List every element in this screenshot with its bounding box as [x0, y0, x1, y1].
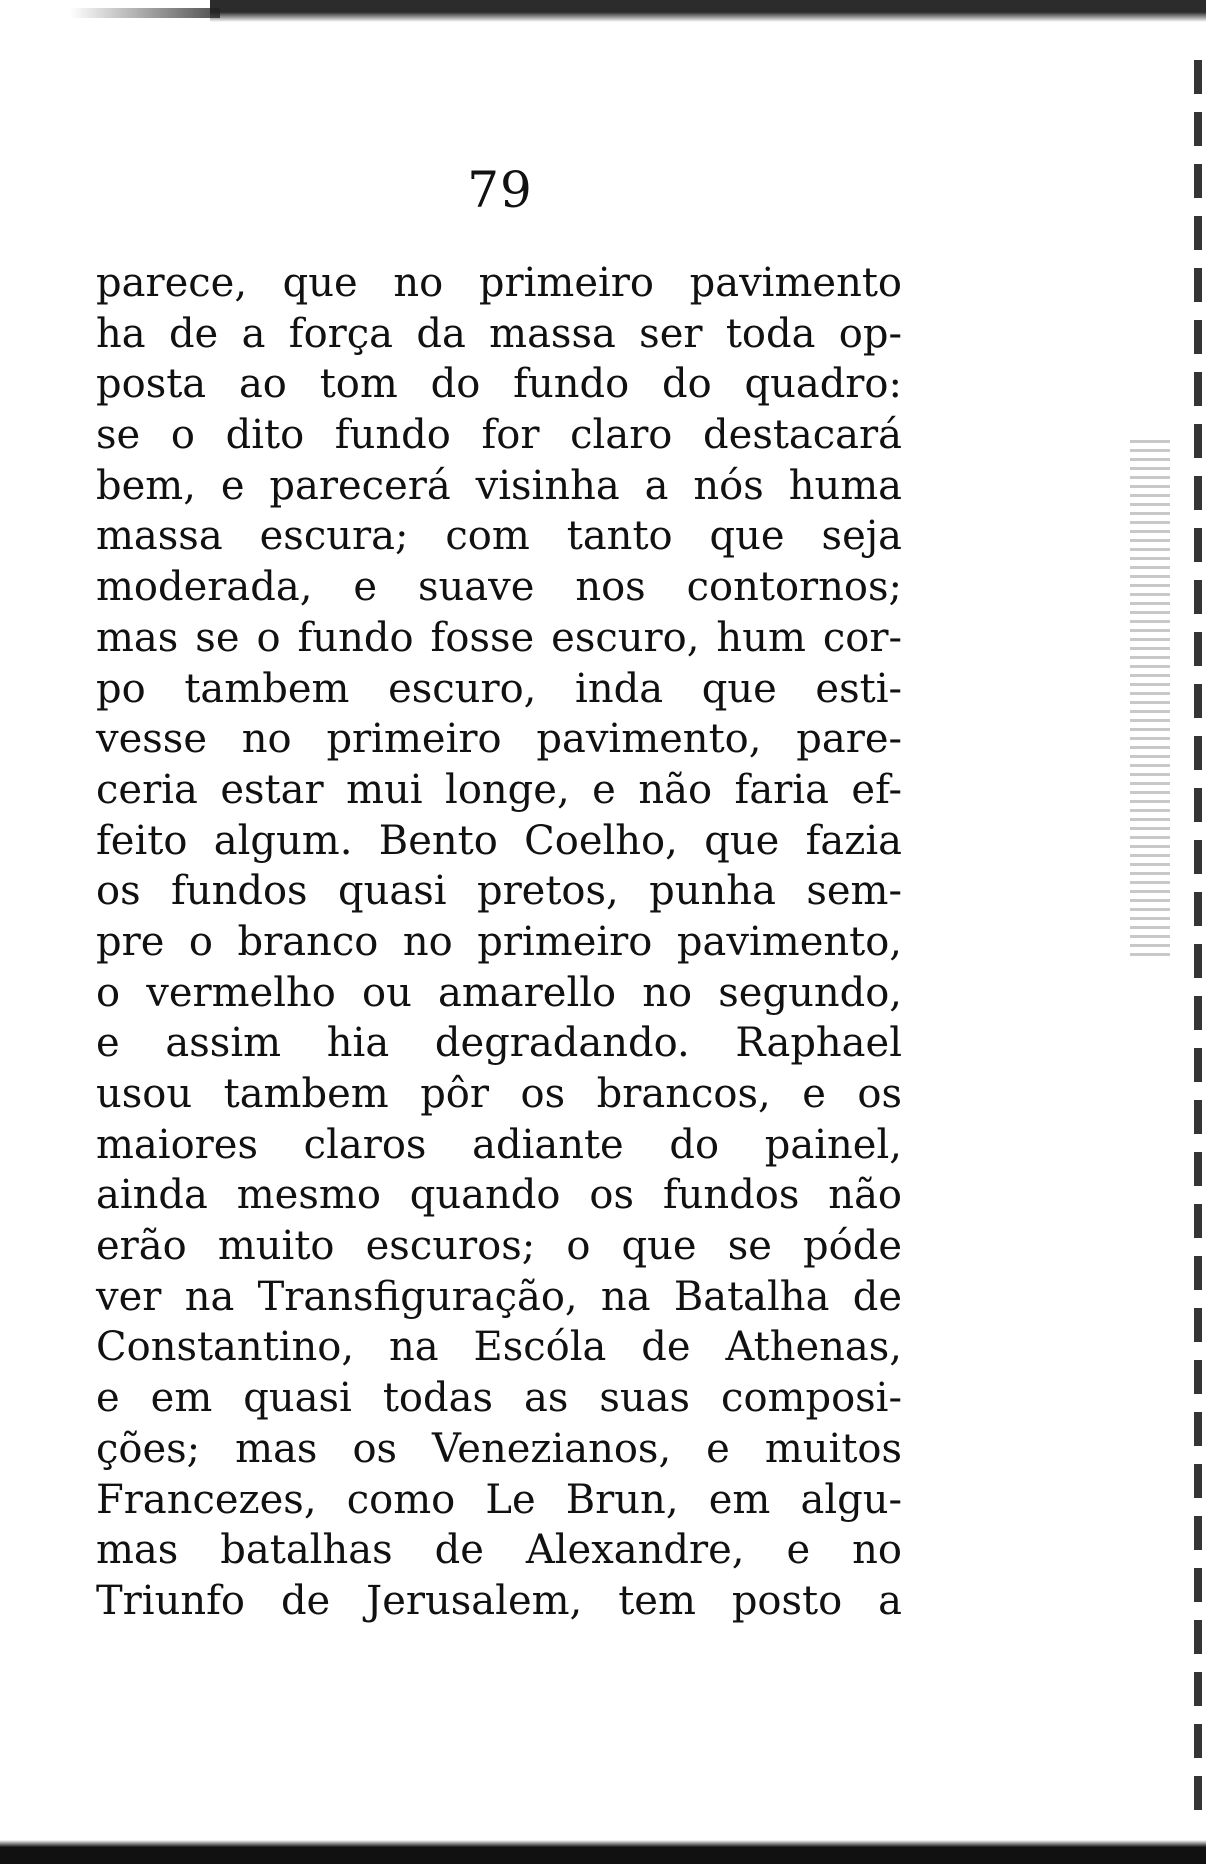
scan-right-edge: [1194, 60, 1202, 1820]
text-line: mas batalhas de Alexandre, e no: [96, 1527, 902, 1574]
text-line: se o dito fundo for claro destacará: [96, 412, 902, 459]
text-line: ceria estar mui longe, e não faria ef-: [96, 766, 902, 813]
text-line: erão muito escuros; o que se póde: [96, 1223, 902, 1270]
text-line: feito algum. Bento Coelho, que fazia: [96, 817, 902, 864]
scan-top-edge: [210, 0, 1206, 22]
scan-bleed-through: [1130, 440, 1170, 960]
text-line: pre o branco no primeiro pavimento,: [96, 918, 902, 965]
text-line: po tambem escuro, inda que esti-: [96, 665, 902, 712]
text-line: vesse no primeiro pavimento, pare-: [96, 716, 902, 763]
page-number: 79: [467, 161, 533, 219]
text-line: moderada, e suave nos contornos;: [96, 564, 902, 611]
text-line: posta ao tom do fundo do quadro:: [96, 361, 902, 408]
text-line: ha de a força da massa ser toda op-: [96, 310, 902, 357]
text-line: maiores claros adiante do painel,: [96, 1121, 902, 1168]
text-line: os fundos quasi pretos, punha sem-: [96, 868, 902, 915]
body-text: [96, 258, 902, 1627]
text-line: ver na Transfiguração, na Batalha de: [96, 1273, 902, 1320]
text-line: ainda mesmo quando os fundos não: [96, 1172, 902, 1219]
text-line: e em quasi todas as suas composi-: [96, 1375, 902, 1422]
scan-bottom-edge: [0, 1840, 1206, 1864]
text-line: bem, e parecerá visinha a nós huma: [96, 462, 902, 509]
text-line: Triunfo de Jerusalem, tem posto a: [96, 1577, 902, 1624]
text-line: o vermelho ou amarello no segundo,: [96, 969, 902, 1016]
text-line: Constantino, na Escóla de Athenas,: [96, 1324, 902, 1371]
text-line: e assim hia degradando. Raphael: [96, 1020, 902, 1067]
text-line: massa escura; com tanto que seja: [96, 513, 902, 560]
scan-top-edge-fade: [70, 8, 220, 18]
text-line: Francezes, como Le Brun, em algu-: [96, 1476, 902, 1523]
text-line: usou tambem pôr os brancos, e os: [96, 1071, 902, 1117]
text-line: parece, que no primeiro pavimento: [96, 260, 902, 306]
text-line: ções; mas os Venezianos, e muitos: [96, 1425, 902, 1472]
text-line: mas se o fundo fosse escuro, hum cor-: [96, 614, 902, 661]
